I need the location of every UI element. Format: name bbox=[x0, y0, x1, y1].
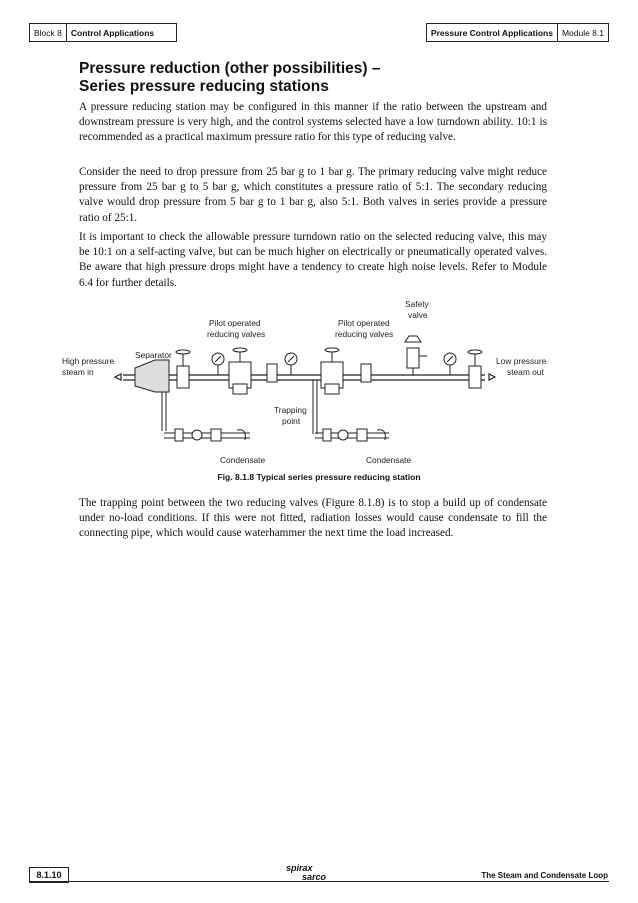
logo-line1: spirax bbox=[286, 863, 313, 873]
label-safety-1: Safety bbox=[405, 299, 429, 309]
page-number: 8.1.10 bbox=[29, 867, 69, 883]
label-pilot1-2: reducing valves bbox=[207, 329, 266, 339]
label-condensate-right: Condensate bbox=[366, 455, 412, 465]
isolating-valve-icon bbox=[468, 350, 482, 388]
module-header bbox=[426, 23, 609, 42]
block-title: Control Applications bbox=[66, 24, 176, 41]
section-title: Pressure Control Applications bbox=[430, 27, 553, 38]
paragraph-4: The trapping point between the two reducing valves (Figure 8.1.8) is to stop a build up of condensate under no-load conditions. If this were not fitted, radiation losses would cause condensate to fill the connecting pipe, which would cause waterhammer the next time the load increased. bbox=[79, 497, 547, 540]
label-pilot2-1: Pilot operated bbox=[338, 318, 390, 328]
pressure-gauge-icon bbox=[444, 353, 456, 375]
label-pilot1-1: Pilot operated bbox=[209, 318, 261, 328]
block-header bbox=[29, 23, 177, 42]
paragraph-2: Consider the need to drop pressure from 25 bar g to 1 bar g. The primary reducing valve might reduce pressure from 25 bar g to 5 bar g, which constitutes a pressure ratio of 5:1. The secondary reducing valve would drop pressure from 5 bar g to 1 bar g, also 5:1. Both valves in series provide a pressure ratio of 25:1. bbox=[79, 166, 547, 224]
page-title-line2: Series pressure reducing stations bbox=[79, 78, 329, 95]
pressure-gauge-icon bbox=[212, 353, 224, 375]
label-low-pressure-1: Low pressure bbox=[496, 356, 547, 366]
reducing-valve-1-icon bbox=[229, 348, 277, 394]
label-safety-2: valve bbox=[408, 310, 428, 320]
figure-caption: Fig. 8.1.8 Typical series pressure reducing station bbox=[217, 472, 421, 482]
label-separator: Separator bbox=[135, 350, 172, 360]
label-trapping-2: point bbox=[282, 416, 301, 426]
block-number: Block 8 bbox=[34, 27, 62, 38]
pressure-gauge-icon bbox=[285, 353, 297, 375]
module-number: Module 8.1 bbox=[557, 24, 608, 41]
book-title: The Steam and Condensate Loop bbox=[481, 871, 608, 880]
right-trap-set-icon bbox=[315, 429, 389, 441]
spirax-sarco-logo bbox=[286, 864, 326, 882]
separator-icon bbox=[135, 360, 169, 431]
label-high-pressure-2: steam in bbox=[62, 367, 94, 377]
reducing-valve-2-icon bbox=[321, 348, 371, 394]
label-condensate-left: Condensate bbox=[220, 455, 266, 465]
logo-line2: sarco bbox=[302, 872, 327, 882]
label-trapping-1: Trapping bbox=[274, 405, 307, 415]
paragraph-3: It is important to check the allowable pressure turndown ratio on the selected reducing valve, this may be 10:1 on a self-acting valve, but can be much higher on electrically or pneumatically operated valves. Be aware that high pressure drops might have a tendency to create high noise levels. Refer to Module 6.4 for further details. bbox=[79, 231, 547, 289]
page-title bbox=[79, 60, 380, 96]
trapping-point-icon bbox=[313, 380, 317, 434]
pressure-station-diagram bbox=[55, 296, 555, 472]
left-trap-set-icon bbox=[164, 429, 250, 441]
label-low-pressure-2: steam out bbox=[507, 367, 544, 377]
page-title-line1: Pressure reduction (other possibilities) – bbox=[79, 60, 381, 77]
safety-valve-icon bbox=[405, 336, 427, 375]
label-pilot2-2: reducing valves bbox=[335, 329, 394, 339]
label-high-pressure-1: High pressure bbox=[62, 356, 115, 366]
paragraph-1: A pressure reducing station may be configured in this manner if the ratio between the upstream and downstream pressure is very high, and the control systems selected have a low turndown ability. 10:1 is recommended as a practical maximum pressure ratio for this type of reducing valve. bbox=[79, 101, 547, 144]
isolating-valve-icon bbox=[176, 350, 190, 388]
